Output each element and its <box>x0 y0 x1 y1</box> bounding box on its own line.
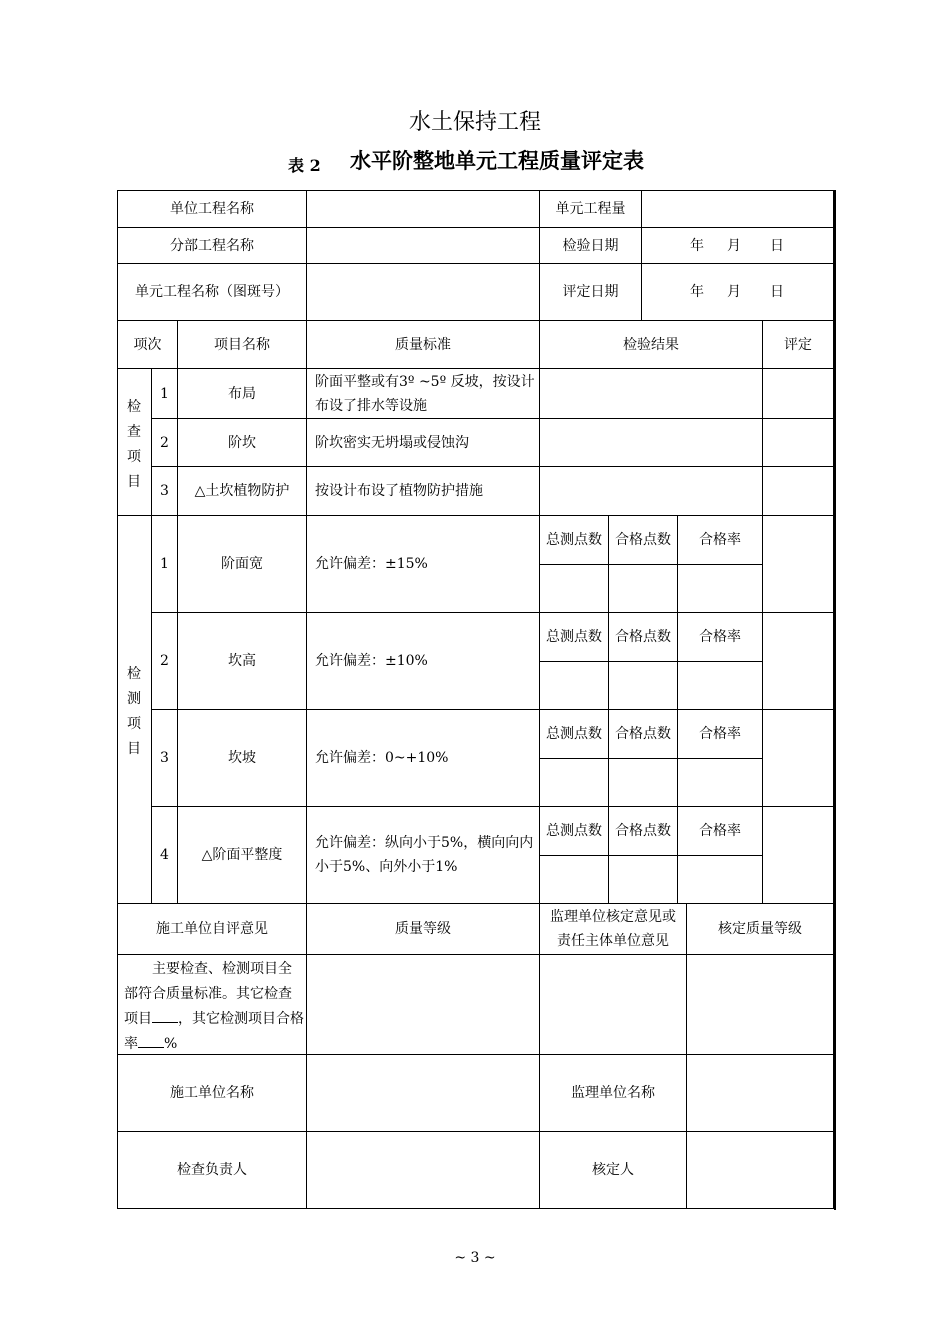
supervisor-opinion-label: 监理单位核定意见或责任主体单位意见 <box>550 909 676 949</box>
check-item-name: 阶坎 <box>228 434 256 451</box>
measure-item-name: △阶面平整度 <box>201 847 283 863</box>
inspect-month: 月 <box>727 237 741 254</box>
sub-header-total: 总测点数 <box>546 823 602 839</box>
eval-year: 年 <box>690 284 704 300</box>
measure-item-name: 坎坡 <box>228 750 256 766</box>
col-result: 检验结果 <box>623 336 679 353</box>
measure-item-standard: 允许偏差：±10% <box>315 653 428 669</box>
check-item-name: 布局 <box>228 385 256 402</box>
sub-header-total: 总测点数 <box>546 726 602 742</box>
sub-header-passed: 合格点数 <box>615 532 671 548</box>
inspector-label: 检查负责人 <box>177 1162 247 1178</box>
measure-item-no: 4 <box>160 847 169 863</box>
measure-item-name: 阶面宽 <box>221 556 263 572</box>
check-item-standard: 阶面平整或有3º ~5º 反坡，按设计布设了排水等设施 <box>315 373 535 414</box>
sub-header-rate: 合格率 <box>699 726 741 742</box>
element-name-label: 单元工程名称（图斑号） <box>135 284 289 300</box>
sub-header-passed: 合格点数 <box>615 726 671 742</box>
measure-item-name: 坎高 <box>228 653 256 669</box>
measure-group-label: 检 测 项 目 <box>127 666 141 757</box>
page-title: 水土保持工程 <box>408 110 541 135</box>
table-number: 表 2 <box>288 156 321 175</box>
table-title: 水平阶整地单元工程质量评定表 <box>350 148 644 173</box>
blank-underline <box>152 1008 178 1023</box>
supervisor-name-label: 监理单位名称 <box>571 1085 655 1101</box>
col-evaluation: 评定 <box>784 336 812 353</box>
contractor-name-label: 施工单位名称 <box>170 1085 254 1101</box>
check-item-name: △土坎植物防护 <box>194 483 290 499</box>
sub-header-passed: 合格点数 <box>615 629 671 645</box>
col-item-no: 项次 <box>133 336 162 353</box>
sub-header-rate: 合格率 <box>699 532 741 548</box>
col-item-name: 项目名称 <box>214 336 270 353</box>
verifier-label: 核定人 <box>592 1162 634 1178</box>
inspect-date-label: 检验日期 <box>562 237 619 254</box>
unit-project-qty-label: 单元工程量 <box>555 201 626 217</box>
eval-date-label: 评定日期 <box>562 284 619 300</box>
sub-header-passed: 合格点数 <box>615 823 671 839</box>
measure-item-standard: 允许偏差：纵向小于5%，横向向内小于5%、向外小于1% <box>315 835 534 875</box>
verified-grade-label: 核定质量等级 <box>718 921 802 937</box>
unit-project-name-label: 单位工程名称 <box>170 201 254 217</box>
measure-item-no: 2 <box>160 653 169 669</box>
measure-item-standard: 允许偏差：0~+10% <box>315 750 449 766</box>
quality-grade-label: 质量等级 <box>395 921 451 937</box>
measure-item-standard: 允许偏差：±15% <box>315 556 428 572</box>
check-item-standard: 按设计布设了植物防护措施 <box>315 483 483 499</box>
page-number: ~ 3 ~ <box>454 1250 496 1266</box>
sub-header-rate: 合格率 <box>699 823 741 839</box>
measure-item-no: 3 <box>160 750 169 766</box>
check-item-no: 2 <box>160 434 169 451</box>
sub-header-total: 总测点数 <box>546 532 602 548</box>
blank-underline <box>138 1033 164 1048</box>
self-eval-text: 主要检查、检测项目全部符合质量标准。其它检查项目 ，其它检测项目合格率 % <box>124 961 304 1052</box>
eval-day: 日 <box>770 284 784 300</box>
sub-project-name-label: 分部工程名称 <box>170 237 254 254</box>
col-standard: 质量标准 <box>395 336 451 353</box>
eval-month: 月 <box>727 284 741 300</box>
measure-item-no: 1 <box>160 556 169 572</box>
inspect-year: 年 <box>690 237 704 254</box>
sub-header-total: 总测点数 <box>546 629 602 645</box>
self-eval-label: 施工单位自评意见 <box>156 921 268 937</box>
check-item-standard: 阶坎密实无坍塌或侵蚀沟 <box>315 434 469 451</box>
check-group-label: 检 查 项 目 <box>127 399 141 490</box>
inspect-day: 日 <box>770 237 784 254</box>
sub-header-rate: 合格率 <box>699 629 741 645</box>
check-item-no: 3 <box>160 483 169 499</box>
check-item-no: 1 <box>160 385 169 402</box>
